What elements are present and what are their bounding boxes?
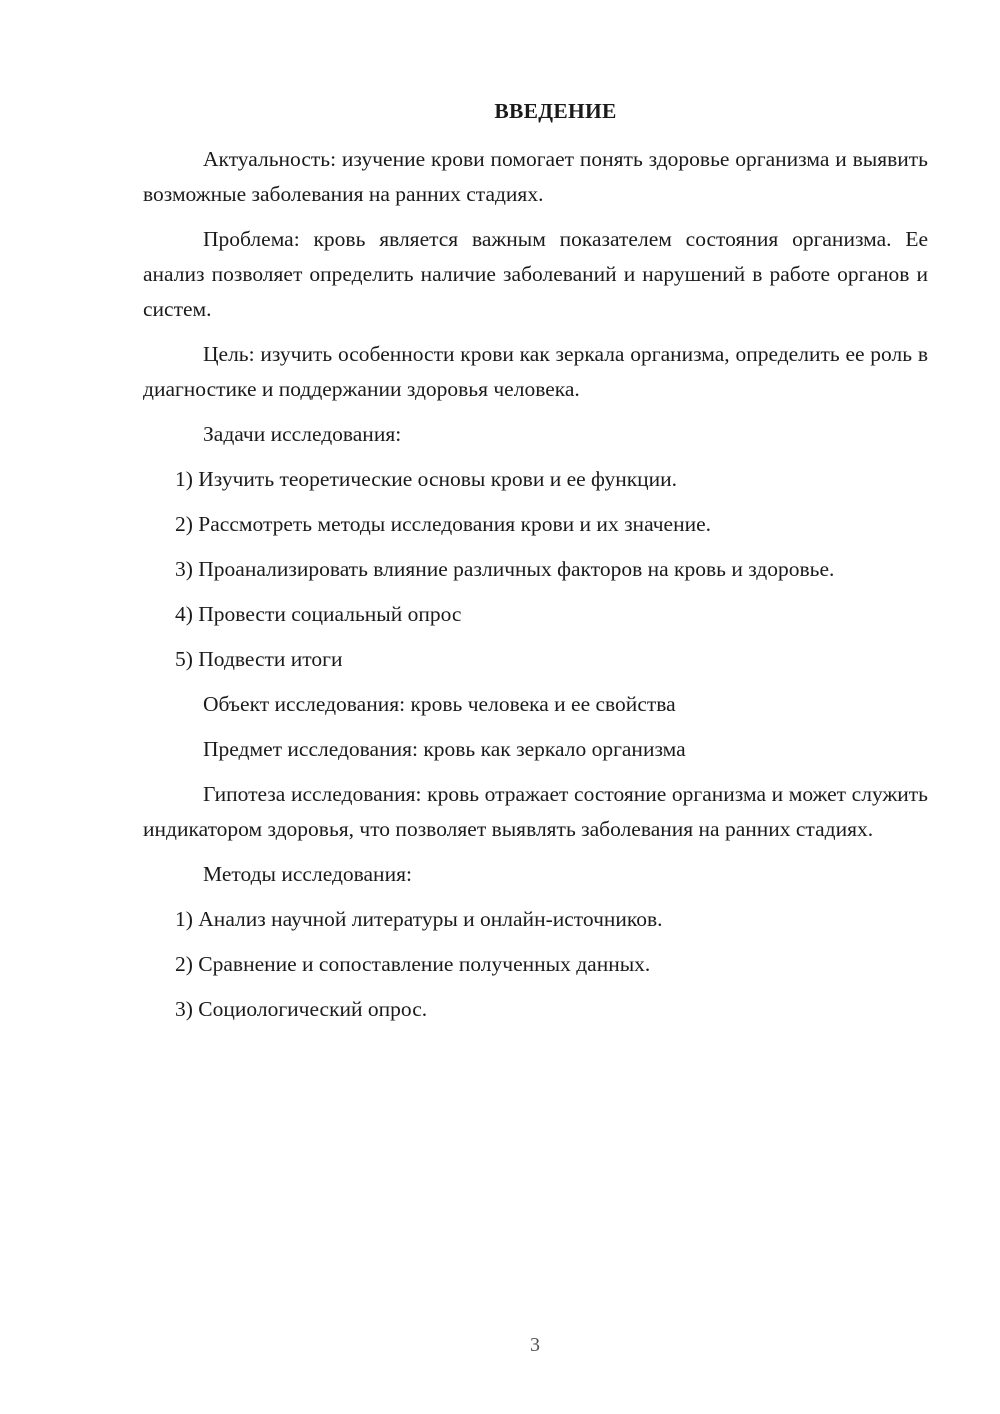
method-item: 2) Сравнение и сопоставление полученных данных. bbox=[175, 952, 651, 976]
relevance-paragraph: Актуальность: изучение крови помогает понять здоровье организма и выявить возможные заболевания на ранних стадиях. bbox=[143, 147, 928, 206]
task-item: 1) Изучить теоретические основы крови и ее функции. bbox=[175, 467, 678, 491]
page-number: 3 bbox=[530, 1334, 540, 1356]
document-page bbox=[143, 96, 928, 1037]
task-item: 3) Проанализировать влияние различных факторов на кровь и здоровье. bbox=[175, 557, 835, 581]
method-item: 3) Социологический опрос. bbox=[175, 997, 428, 1021]
section-title: ВВЕДЕНИЕ bbox=[494, 99, 617, 123]
tasks-heading: Задачи исследования: bbox=[203, 422, 402, 446]
problem-paragraph: Проблема: кровь является важным показателем состояния организма. Ее анализ позволяет определить наличие заболеваний и нарушений в работе органов и систем. bbox=[143, 227, 928, 321]
task-item: 5) Подвести итоги bbox=[175, 647, 343, 671]
object-paragraph: Объект исследования: кровь человека и ее свойства bbox=[203, 692, 676, 716]
subject-paragraph: Предмет исследования: кровь как зеркало организма bbox=[203, 737, 686, 761]
task-item: 2) Рассмотреть методы исследования крови и их значение. bbox=[175, 512, 712, 536]
task-item: 4) Провести социальный опрос bbox=[175, 602, 462, 626]
method-item: 1) Анализ научной литературы и онлайн-источников. bbox=[175, 907, 663, 931]
methods-heading: Методы исследования: bbox=[203, 862, 412, 886]
goal-paragraph: Цель: изучить особенности крови как зеркала организма, определить ее роль в диагностике и поддержании здоровья человека. bbox=[143, 342, 928, 401]
hypothesis-paragraph: Гипотеза исследования: кровь отражает состояние организма и может служить индикатором здоровья, что позволяет выявлять заболевания на ранних стадиях. bbox=[143, 782, 928, 841]
